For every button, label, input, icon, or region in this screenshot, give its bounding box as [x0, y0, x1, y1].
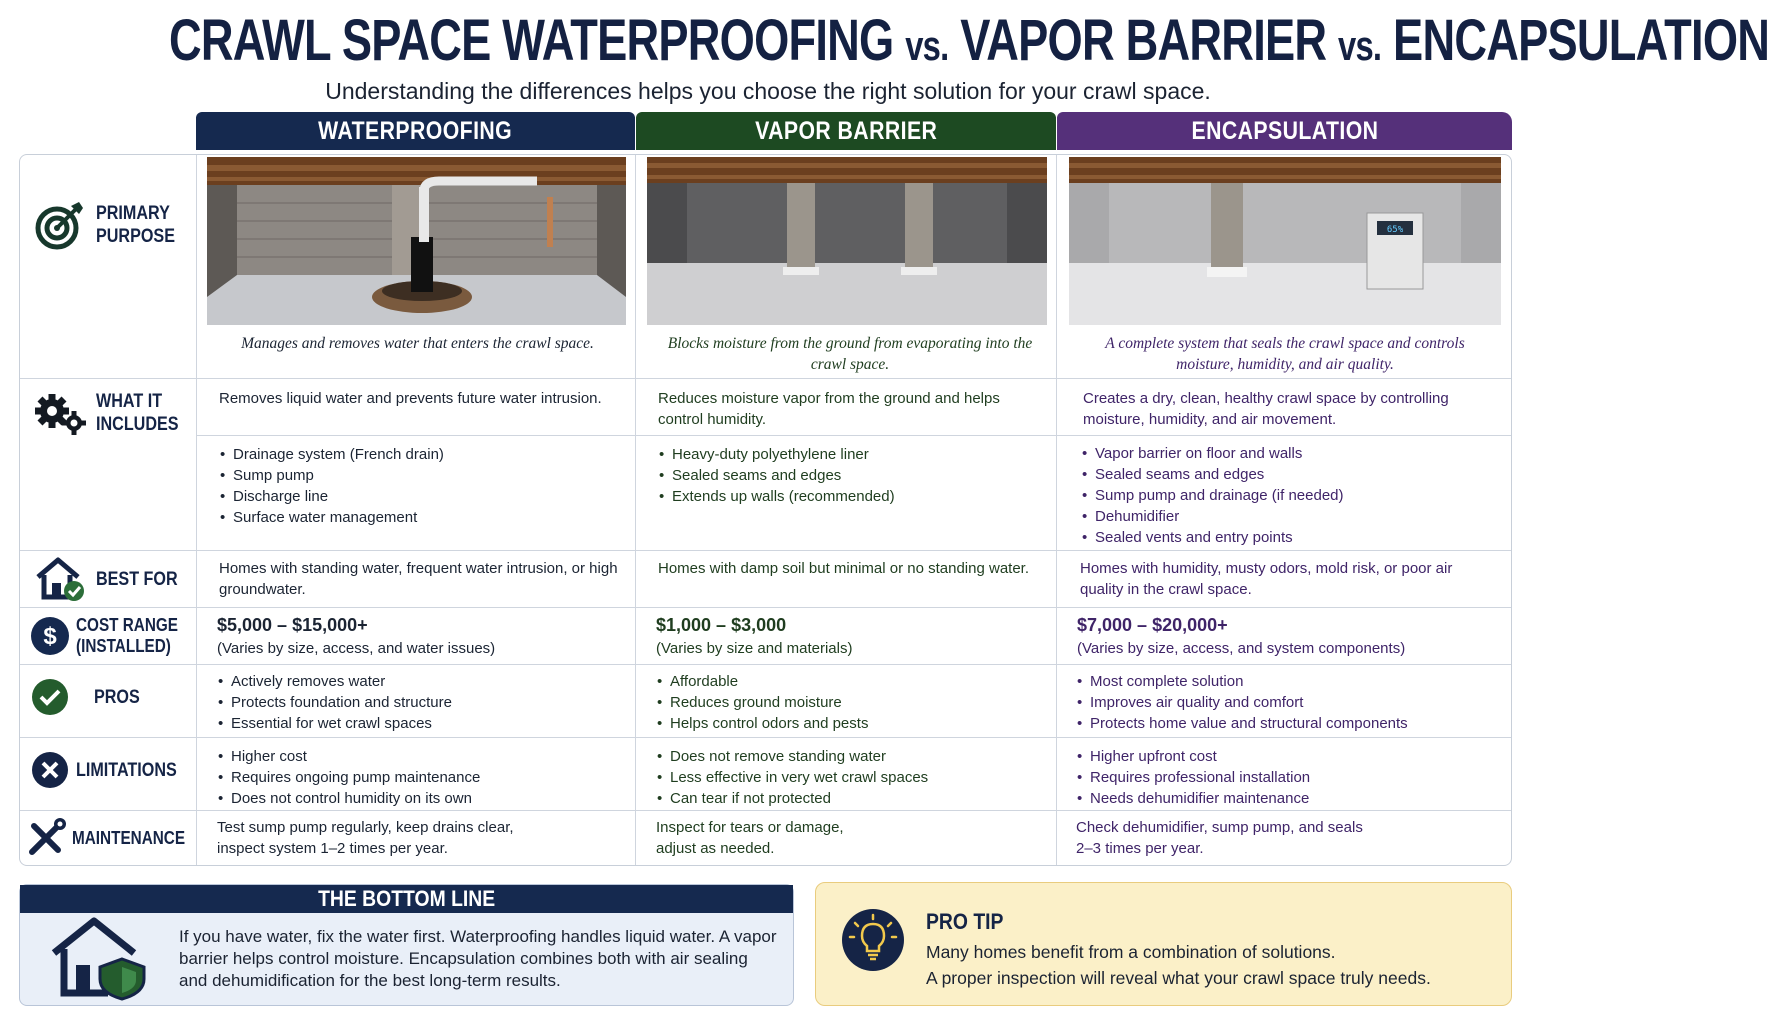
includes-summary-vapor-barrier: Reduces moisture vapor from the ground and helps control humidity. — [658, 390, 1000, 428]
title-part-encapsulation: ENCAPSULATION — [1381, 8, 1769, 73]
list-item: • Improves air quality and comfort — [1076, 692, 1496, 713]
row-label-best-for: BEST FOR — [20, 553, 196, 605]
purpose-caption-encapsulation: A complete system that seals the crawl space and controls moisture, humidity, and air quality. — [1105, 335, 1465, 373]
list-item: • Sealed seams and edges — [658, 465, 1038, 486]
title-vs: vs. — [1338, 22, 1382, 69]
house-check-icon — [34, 553, 86, 605]
row-label-what-it-includes: WHAT IT INCLUDES — [20, 387, 196, 439]
row-label-pros: PROS — [20, 671, 196, 723]
cost-note: (Varies by size and materials) — [656, 640, 853, 657]
pro-tip-line: A proper inspection will reveal what your crawl space truly needs. — [926, 968, 1431, 988]
gears-icon — [34, 387, 86, 439]
pros-waterproofing — [217, 671, 617, 734]
list-item: • Does not remove standing water — [656, 746, 1046, 767]
title-vs: vs. — [905, 22, 949, 69]
row-label-cost-range: $ COST RANGE (INSTALLED) — [20, 610, 196, 662]
cost-encapsulation — [1077, 614, 1497, 659]
list-item: • Reduces ground moisture — [656, 692, 1046, 713]
list-item: • Requires professional installation — [1076, 767, 1496, 788]
list-item: • Essential for wet crawl spaces — [217, 713, 617, 734]
best-for-encapsulation: Homes with humidity, musty odors, mold risk, or poor air quality in the crawl space. — [1080, 560, 1453, 598]
list-item: • Higher cost — [217, 746, 617, 767]
waterproofing-photo — [207, 157, 626, 325]
list-item: • Can tear if not protected — [656, 788, 1046, 809]
list-item: • Protects home value and structural components — [1076, 713, 1496, 734]
pros-vapor-barrier — [656, 671, 1046, 734]
row-label-maintenance: MAINTENANCE — [20, 812, 196, 864]
maintenance-waterproofing: Test sump pump regularly, keep drains clear, inspect system 1–2 times per year. — [217, 819, 514, 857]
list-item: • Actively removes water — [217, 671, 617, 692]
list-item: • Heavy-duty polyethylene liner — [658, 444, 1038, 465]
vapor-barrier-photo — [647, 157, 1047, 325]
list-item: • Vapor barrier on floor and walls — [1081, 443, 1491, 464]
includes-summary-encapsulation: Creates a dry, clean, healthy crawl space by controlling moisture, humidity, and air movement. — [1083, 390, 1449, 428]
svg-text:$: $ — [43, 623, 57, 650]
list-item: • Does not control humidity on its own — [217, 788, 617, 809]
purpose-caption-waterproofing: Manages and removes water that enters the crawl space. — [241, 335, 594, 352]
list-item: • Sump pump and drainage (if needed) — [1081, 485, 1491, 506]
encapsulation-photo — [1069, 157, 1501, 325]
list-item: • Helps control odors and pests — [656, 713, 1046, 734]
cost-waterproofing — [217, 614, 627, 659]
list-item: • Affordable — [656, 671, 1046, 692]
list-item: • Dehumidifier — [1081, 506, 1491, 527]
cost-note: (Varies by size, access, and water issues) — [217, 640, 496, 657]
includes-list-encapsulation — [1081, 443, 1491, 548]
column-header-waterproofing: WATERPROOFING — [196, 112, 635, 150]
list-item: • Requires ongoing pump maintenance — [217, 767, 617, 788]
maintenance-vapor-barrier: Inspect for tears or damage, adjust as needed. — [656, 819, 844, 857]
maintenance-encapsulation: Check dehumidifier, sump pump, and seals 2–3 times per year. — [1076, 819, 1363, 857]
includes-summary-waterproofing: Removes liquid water and prevents future water intrusion. — [219, 390, 602, 407]
cost-range: $1,000 – $3,000 — [656, 615, 787, 635]
list-item: • Sealed seams and edges — [1081, 464, 1491, 485]
limitations-waterproofing — [217, 746, 617, 809]
cost-range: $7,000 – $20,000+ — [1077, 615, 1228, 635]
column-header-encapsulation: ENCAPSULATION — [1057, 112, 1512, 150]
pro-tip-text — [926, 939, 1431, 991]
list-item: • Most complete solution — [1076, 671, 1496, 692]
list-item: • Sealed vents and entry points — [1081, 527, 1491, 548]
pro-tip-panel — [815, 882, 1512, 1006]
cost-range: $5,000 – $15,000+ — [217, 615, 368, 635]
x-circle-icon — [24, 744, 76, 796]
pro-tip-line: Many homes benefit from a combination of solutions. — [926, 942, 1336, 962]
cost-vapor-barrier — [656, 614, 1046, 659]
list-item: • Extends up walls (recommended) — [658, 486, 1038, 507]
limitations-vapor-barrier — [656, 746, 1046, 809]
list-item: • Sump pump — [219, 465, 619, 486]
column-header-vapor-barrier: VAPOR BARRIER — [636, 112, 1056, 150]
best-for-waterproofing: Homes with standing water, frequent water intrusion, or high groundwater. — [219, 560, 618, 598]
list-item: • Higher upfront cost — [1076, 746, 1496, 767]
cost-note: (Varies by size, access, and system components) — [1077, 640, 1406, 657]
list-item: • Needs dehumidifier maintenance — [1076, 788, 1496, 809]
row-label-primary-purpose: PRIMARY PURPOSE — [20, 185, 196, 265]
target-icon — [34, 199, 86, 251]
includes-list-vapor-barrier — [658, 444, 1038, 507]
bottom-line-text: If you have water, fix the water first. Waterproofing handles liquid water. A vapor barrier helps control moisture. Encapsulation combines both with air sealing and dehumidification for the best long-term results. — [179, 927, 777, 990]
page-title — [168, 6, 1769, 81]
includes-list-waterproofing — [219, 444, 619, 528]
tools-icon — [24, 812, 68, 864]
title-part-waterproofing: CRAWL SPACE WATERPROOFING — [168, 8, 906, 73]
list-item: • Drainage system (French drain) — [219, 444, 619, 465]
house-shield-icon — [50, 917, 150, 1004]
limitations-encapsulation — [1076, 746, 1496, 809]
dehumidifier-display: 65% — [1386, 225, 1404, 235]
bottom-line-heading: THE BOTTOM LINE — [20, 885, 793, 913]
pros-encapsulation — [1076, 671, 1496, 734]
list-item: • Protects foundation and structure — [217, 692, 617, 713]
list-item: • Less effective in very wet crawl spaces — [656, 767, 1046, 788]
comparison-table — [19, 154, 1512, 866]
dollar-icon — [24, 610, 76, 662]
check-circle-icon — [24, 671, 76, 723]
pro-tip-heading: PRO TIP — [926, 909, 1004, 934]
list-item: • Discharge line — [219, 486, 619, 507]
bottom-line-panel — [19, 884, 794, 1006]
title-part-vapor-barrier: VAPOR BARRIER — [948, 8, 1339, 73]
page-subtitle: Understanding the differences helps you choose the right solution for your crawl space. — [325, 78, 1211, 104]
best-for-vapor-barrier: Homes with damp soil but minimal or no standing water. — [658, 560, 1030, 577]
row-label-limitations: LIMITATIONS — [20, 744, 196, 796]
lightbulb-icon — [840, 907, 906, 978]
purpose-caption-vapor-barrier: Blocks moisture from the ground from evaporating into the crawl space. — [667, 335, 1033, 373]
list-item: • Surface water management — [219, 507, 619, 528]
